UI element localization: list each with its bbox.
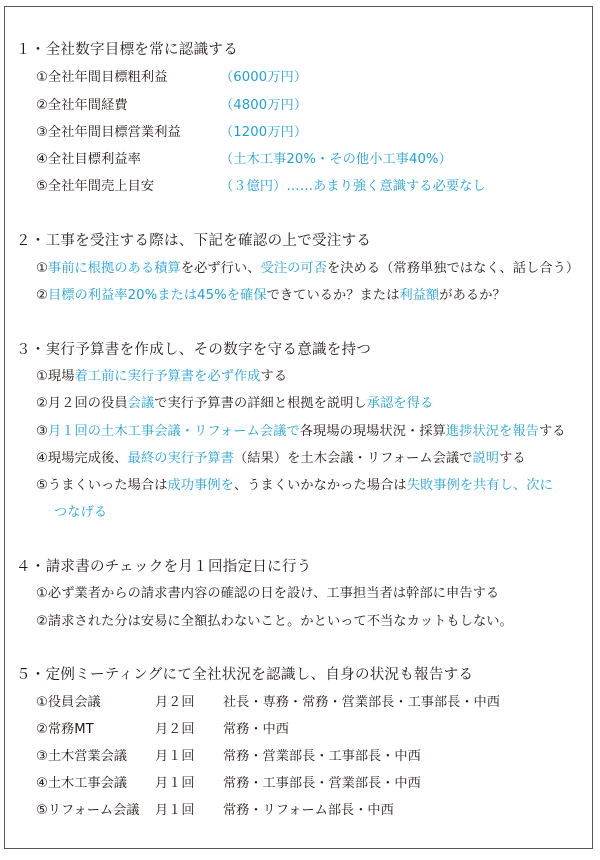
- section-1-item: [36, 66, 168, 85]
- section-5-heading: ５・定例ミーティングにて全社状況を認識し、自身の状況も報告する: [16, 667, 474, 683]
- highlight-text: 承認を得る: [366, 396, 434, 411]
- plain-text: ④現場完成後、: [36, 451, 128, 466]
- plain-text: 、うまくいかなかった場合は: [233, 478, 407, 493]
- section-3-item: [36, 420, 566, 439]
- item-label: ②全社年間経費: [36, 98, 128, 113]
- plain-text: 各現場の現場状況・採算: [299, 424, 446, 439]
- plain-text: する: [538, 424, 566, 439]
- highlight-text: 最終の実行予算書: [127, 451, 234, 466]
- item-value: （1200万円）: [220, 125, 308, 140]
- meeting-name: ①役員会議: [36, 695, 101, 710]
- section-4-item: ①必ず業者からの請求書内容の確認の日を設け、工事担当者は幹部に申告する: [36, 586, 500, 601]
- plain-text: する: [260, 369, 288, 384]
- meeting-frequency: 月１回: [155, 776, 195, 791]
- meeting-frequency: 月２回: [155, 695, 195, 710]
- meeting-name: ②常務MT: [36, 722, 94, 737]
- item-marker: ①: [36, 261, 48, 276]
- section-4-item: ②請求された分は安易に全額払わないこと。かといって不当なカットもしない。: [36, 614, 513, 629]
- meeting-members: 常務・工事部長・営業部長・中西: [223, 776, 421, 791]
- item-value: （３億円）……あまり強く意識する必要なし: [220, 179, 486, 194]
- meeting-frequency: 月１回: [155, 749, 195, 764]
- item-label: ①全社年間目標粗利益: [36, 70, 168, 85]
- plain-text: で実行予算書の詳細と根拠を説明し: [154, 396, 367, 411]
- item-value: （土木工事20%・その他小工事40%）: [220, 152, 452, 167]
- meeting-members: 常務・中西: [223, 722, 289, 737]
- plain-text: を決める（常務単独ではなく、話し合う）: [326, 261, 580, 276]
- section-3-item: [36, 365, 287, 384]
- meeting-frequency: 月１回: [155, 803, 195, 818]
- plain-text: ①現場: [36, 369, 75, 384]
- meeting-name: ③土木営業会議: [36, 749, 127, 764]
- section-1-item: [36, 94, 128, 113]
- meeting-members: 常務・リフォーム部長・中西: [223, 803, 394, 818]
- item-marker: ③: [36, 424, 48, 439]
- section-3-item: [36, 474, 553, 493]
- plain-text: があるか？: [439, 288, 506, 303]
- highlight-text: つなげる: [54, 505, 108, 520]
- meeting-name: ⑤リフォーム会議: [36, 803, 140, 818]
- meeting-frequency: 月２回: [155, 722, 195, 737]
- section-1-item: [36, 175, 154, 194]
- item-marker: ②: [36, 288, 48, 303]
- item-label: ④全社目標利益率: [36, 152, 141, 167]
- highlight-text: 失敗事例を共有し、次に: [406, 478, 553, 493]
- item-value: （6000万円）: [220, 70, 308, 85]
- highlight-text: 受注の可否: [260, 261, 327, 276]
- meeting-name: ④土木工事会議: [36, 776, 127, 791]
- meeting-members: 常務・営業部長・工事部長・中西: [223, 749, 421, 764]
- section-1-item: [36, 121, 181, 140]
- highlight-text: 事前に根拠のある積算: [47, 261, 181, 276]
- plain-text: （結果）を土木会議・リフォーム会議で: [233, 451, 473, 466]
- plain-text: を必ず行い、: [180, 261, 261, 276]
- highlight-text: 進捗状況を報告: [445, 424, 539, 439]
- meeting-members: 社長・専務・常務・営業部長・工事部長・中西: [223, 695, 500, 710]
- section-2-item: [36, 284, 506, 303]
- section-3-heading: ３・実行予算書を作成し、その数字を守る意識を持つ: [16, 342, 372, 358]
- item-label: ⑤全社年間売上目安: [36, 179, 155, 194]
- plain-text: する: [499, 451, 526, 466]
- highlight-text: 着工前に実行予算書を必ず作成: [74, 369, 261, 384]
- section-1-heading: １・全社数字目標を常に認識する: [16, 42, 238, 58]
- highlight-text: 月１回の土木工事会議・リフォーム会議で: [47, 424, 300, 439]
- highlight-text: 利益額: [399, 288, 440, 303]
- highlight-text: 成功事例を: [167, 478, 234, 493]
- section-3-item: [36, 447, 526, 466]
- plain-text: ②月２回の役員: [36, 396, 128, 411]
- section-3-item: [36, 392, 433, 411]
- item-label: ③全社年間目標営業利益: [36, 125, 181, 140]
- plain-text: できているか？または: [266, 288, 400, 303]
- highlight-text: 目標の利益率20%または45%を確保: [47, 288, 267, 303]
- section-4-heading: ４・請求書のチェックを月１回指定日に行う: [16, 559, 312, 575]
- plain-text: ⑤うまくいった場合は: [36, 478, 168, 493]
- section-2-heading: ２・工事を受注する際は、下記を確認の上で受注する: [16, 233, 372, 249]
- highlight-text: 説明: [472, 451, 500, 466]
- item-value: （4800万円）: [220, 98, 308, 113]
- highlight-text: 会議: [127, 396, 155, 411]
- section-1-item: [36, 148, 141, 167]
- section-2-item: [36, 257, 579, 276]
